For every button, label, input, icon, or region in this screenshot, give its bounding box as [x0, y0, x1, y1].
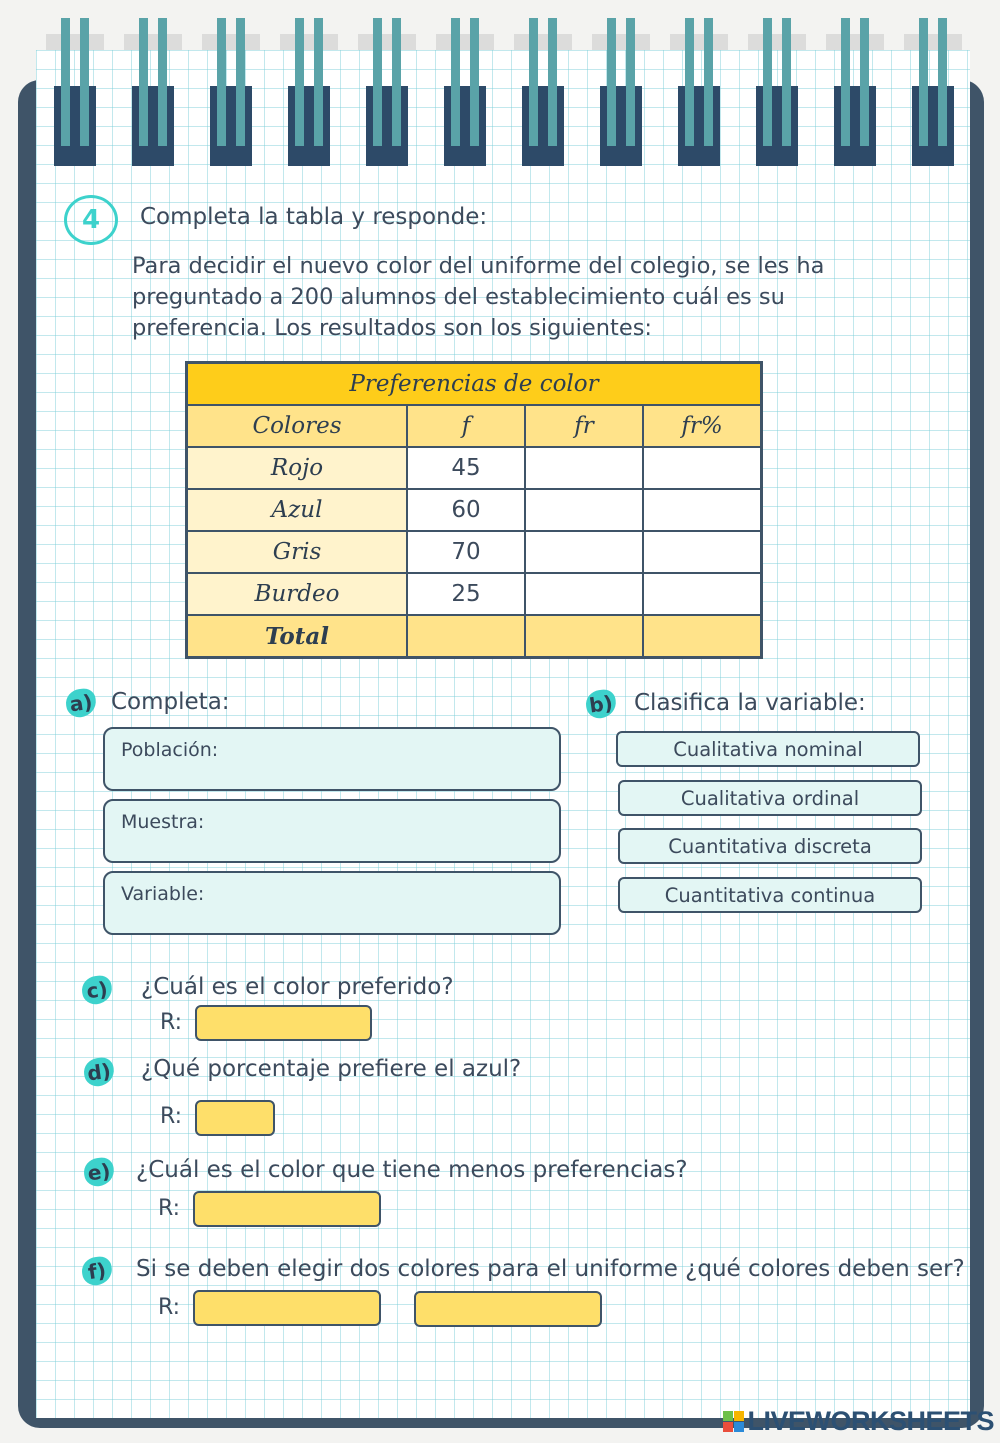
r-label: R: [158, 1196, 181, 1221]
muestra-label: Muestra: [121, 811, 205, 833]
muestra-field[interactable] [103, 799, 561, 863]
total-fr-percent-input-cell[interactable] [643, 615, 762, 658]
spiral-ring-icon [132, 18, 174, 166]
answer-c-input[interactable] [195, 1005, 372, 1041]
spiral-ring-icon [366, 18, 408, 166]
exercise-intro: Para decidir el nuevo color del uniforme del colegio, se les ha preguntado a 200 alumnos del establecimiento cuál es su preferencia. Los resultados son los siguientes: [132, 253, 825, 341]
part-a-label: Completa: [111, 689, 230, 715]
question-e: ¿Cuál es el color que tiene menos preferencias? [136, 1157, 688, 1183]
poblacion-label: Población: [121, 739, 219, 761]
fr-percent-input-cell[interactable] [643, 447, 762, 489]
letter-badge-a: a) [64, 687, 98, 719]
row-f: 25 [407, 573, 525, 615]
spiral-ring-icon [288, 18, 330, 166]
spiral-ring-icon [600, 18, 642, 166]
liveworksheets-logo-icon [723, 1411, 744, 1432]
answer-e-input[interactable] [193, 1191, 381, 1227]
option-cualitativa-ordinal[interactable]: Cualitativa ordinal [618, 780, 922, 816]
option-cualitativa-nominal[interactable]: Cualitativa nominal [616, 731, 920, 767]
answer-f2-input[interactable] [414, 1291, 602, 1327]
header-f: f [407, 405, 525, 447]
r-label: R: [160, 1010, 183, 1035]
letter-badge-d: d) [82, 1056, 116, 1088]
row-color: Gris [187, 531, 408, 573]
poblacion-field[interactable] [103, 727, 561, 791]
spiral-ring-icon [444, 18, 486, 166]
row-color: Burdeo [187, 573, 408, 615]
table-row [187, 447, 762, 489]
spiral-ring-icon [210, 18, 252, 166]
table-total-row [187, 615, 762, 658]
total-f-input-cell[interactable] [407, 615, 525, 658]
total-fr-input-cell[interactable] [525, 615, 643, 658]
row-f: 70 [407, 531, 525, 573]
preference-table [185, 361, 763, 659]
spiral-ring-icon [912, 18, 954, 166]
spiral-ring-icon [678, 18, 720, 166]
variable-label: Variable: [121, 883, 205, 905]
fr-input-cell[interactable] [525, 531, 643, 573]
table-row [187, 531, 762, 573]
option-cuantitativa-continua[interactable]: Cuantitativa continua [618, 877, 922, 913]
liveworksheets-logo [723, 1406, 994, 1437]
option-cuantitativa-discreta[interactable]: Cuantitativa discreta [618, 828, 922, 864]
part-b-label: Clasifica la variable: [634, 690, 866, 716]
table-title: Preferencias de color [187, 363, 762, 406]
letter-badge-c: c) [80, 974, 114, 1006]
row-f: 45 [407, 447, 525, 489]
spiral-ring-icon [834, 18, 876, 166]
header-colores: Colores [187, 405, 408, 447]
letter-badge-b: b) [584, 688, 618, 720]
total-label: Total [187, 615, 408, 658]
spiral-ring-icon [54, 18, 96, 166]
spiral-ring-icon [522, 18, 564, 166]
exercise-title: Completa la tabla y responde: [140, 204, 488, 230]
header-fr-percent: fr% [643, 405, 762, 447]
answer-f1-input[interactable] [193, 1290, 381, 1326]
fr-percent-input-cell[interactable] [643, 573, 762, 615]
spiral-ring-icon [756, 18, 798, 166]
row-color: Azul [187, 489, 408, 531]
row-color: Rojo [187, 447, 408, 489]
question-d: ¿Qué porcentaje prefiere el azul? [141, 1056, 522, 1082]
question-c: ¿Cuál es el color preferido? [141, 974, 454, 1000]
fr-input-cell[interactable] [525, 573, 643, 615]
row-f: 60 [407, 489, 525, 531]
letter-badge-e: e) [82, 1156, 116, 1188]
answer-d-input[interactable] [195, 1100, 275, 1136]
r-label: R: [158, 1295, 181, 1320]
brand-name: LIVEWORKSHEETS [747, 1406, 994, 1436]
fr-percent-input-cell[interactable] [643, 531, 762, 573]
header-fr: fr [525, 405, 643, 447]
table-row [187, 489, 762, 531]
r-label: R: [160, 1104, 183, 1129]
exercise-number: 4 [64, 195, 118, 245]
letter-badge-f: f) [80, 1255, 114, 1287]
fr-percent-input-cell[interactable] [643, 489, 762, 531]
table-row [187, 573, 762, 615]
question-f: Si se deben elegir dos colores para el uniforme ¿qué colores deben ser? [136, 1256, 965, 1282]
fr-input-cell[interactable] [525, 489, 643, 531]
variable-field[interactable] [103, 871, 561, 935]
fr-input-cell[interactable] [525, 447, 643, 489]
